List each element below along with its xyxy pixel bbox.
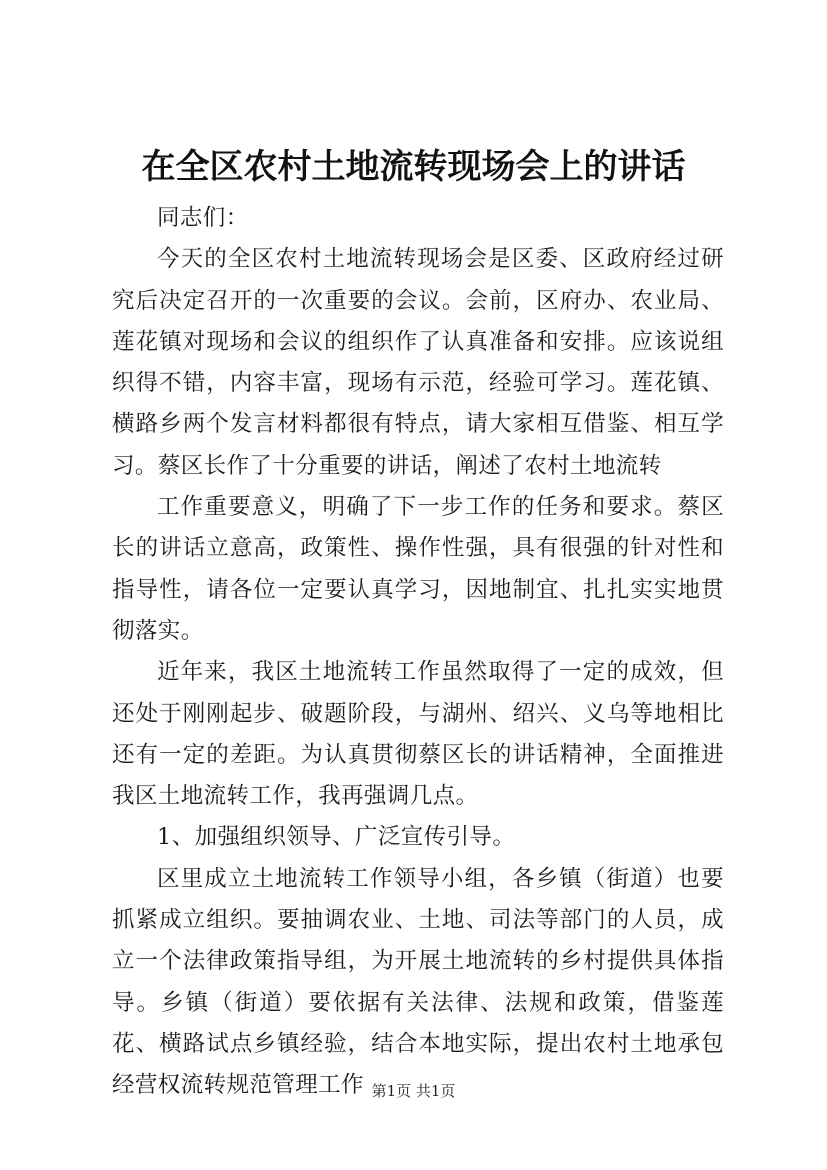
- document-title: 在全区农村土地流转现场会上的讲话: [141, 147, 686, 187]
- body-paragraph: 近年来，我区土地流转工作虽然取得了一定的成效，但还处于刚刚起步、破题阶段，与湖州、绍兴、义乌等地相比还有一定的差距。为认真贯彻蔡区长的讲话精神，全面推进我区土地流转工作，我再强调几点。: [112, 659, 724, 810]
- document-body: [112, 198, 724, 1107]
- body-paragraph: 今天的全区农村土地流转现场会是区委、区政府经过研究后决定召开的一次重要的会议。会前，区府办、农业局、莲花镇对现场和会议的组织作了认真准备和安排。应该说组织得不错，内容丰富，现场有示范，经验可学习。莲花镇、横路乡两个发言材料都很有特点，请大家相互借鉴、相互学习。蔡区长作了十分重要的讲话，阐述了农村土地流转: [112, 246, 724, 479]
- section-heading: 1、加强组织领导、广泛宣传引导。: [157, 824, 516, 851]
- salutation-paragraph: 同志们：: [157, 205, 249, 231]
- body-paragraph: 工作重要意义，明确了下一步工作的任务和要求。蔡区长的讲话立意高，政策性、操作性强，具有很强的针对性和指导性，请各位一定要认真学习，因地制宜、扎扎实实地贯彻落实。: [112, 494, 724, 644]
- page-footer: 第1页 共1页: [371, 1082, 456, 1100]
- body-paragraph: 区里成立土地流转工作领导小组，各乡镇（街道）也要抓紧成立组织。要抽调农业、土地、司法等部门的人员，成立一个法律政策指导组，为开展土地流转的乡村提供具体指导。乡镇（街道）要依据有关法律、法规和政策，借鉴莲花、横路试点乡镇经验，结合本地实际，提出农村土地承包经营权流转规范管理工作: [112, 865, 724, 1099]
